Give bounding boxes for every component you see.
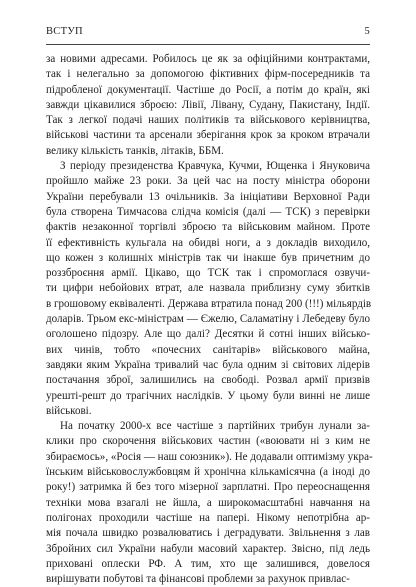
text-line: вирішувати побутові та фінансові проблеми за рахунок привлас-	[46, 573, 350, 586]
text-line: На початку 2000-х все частіше з партійних трибун лунали за-	[60, 420, 370, 433]
text-line: завжди цікавилися зброєю: Лівії, Лівану, Судану, Пакистану, Індії.	[46, 98, 370, 111]
paragraph	[46, 159, 370, 419]
text-line: Збройних сил України набули масовий характер. Звісно, під ледь	[46, 542, 370, 555]
text-line: урешті-решт до трагічних наслідків. У цьому були винні не лише	[46, 389, 370, 402]
text-line: військові частини та арсенали зберігання крок за кроком втрачали	[46, 129, 370, 142]
text-line: їнським військовослужбовцям й хронічна кількамісячна (а іноді до	[46, 466, 370, 479]
body-text	[46, 52, 373, 587]
text-line: підробленої документації. Частіше до Росії, а потім до країн, які	[46, 83, 370, 96]
running-header	[46, 26, 370, 37]
text-line: приховані оплески РФ. А тим, хто ще залишився, довелося	[46, 557, 370, 570]
text-line: фактів незаконної торгівлі зброєю та військовим майном. Проте	[46, 221, 370, 234]
page-number: 5	[364, 26, 370, 37]
text-line: оголошено підозру. Але що далі? Десятки й сотні інших військо-	[46, 328, 370, 341]
text-line: так і нелегально за допомогою фіктивних фірм-посередників та	[46, 68, 370, 81]
text-line: її ефективність кульгала на обидві ноги, а з докладів виходило,	[46, 236, 370, 249]
text-line: постачання зброї, залишились на свободі. Розвал армії призвів	[46, 374, 370, 387]
text-line: клики про скорочення військових частин («воювати ні з ким не	[46, 435, 370, 448]
text-line: З періоду президенства Кравчука, Кучми, Ющенка і Януковича	[60, 160, 370, 173]
text-line: велику кількість танків, літаків, ББМ.	[46, 144, 224, 157]
chapter-title: ВСТУП	[46, 26, 83, 37]
text-line: що кожен з колишніх міністрів так чи інакше був причетним до	[46, 251, 370, 264]
text-line: в грошовому еквіваленті. Держава втратила понад 200 (!!!) мільярдів	[46, 297, 372, 310]
text-line: року!) затримка й без того мізерної зарплатні. Про переоснащення	[46, 481, 370, 494]
text-line: Так з легкої подачі наших політиків та військового керівництва,	[46, 114, 370, 127]
header-rule	[46, 44, 370, 45]
text-line: військові.	[46, 404, 92, 417]
text-line: за новими адресами. Робилось це як за офіційними контрактами,	[46, 53, 370, 65]
text-line: доларів. Трьом екс-міністрам — Єжелю, Саламатіну і Лебедеву було	[46, 313, 370, 326]
paragraph	[46, 419, 373, 587]
paragraph	[46, 52, 370, 159]
text-line: техніки мова взагалі не йшла, а широкомасштабні навчання на	[46, 496, 370, 509]
text-line: роззброєння армії. Цікаво, що ТСК так і спромоглася озвучи-	[46, 267, 370, 280]
text-line: полігонах проходили частіше на папері. Нікому непотрібна ар-	[46, 511, 370, 524]
text-line: була створена Тимчасова слідча комісія (далі — ТСК) з перевірки	[46, 205, 370, 218]
text-line: мія почала швидко розвалюватись і деградувати. Звільнення з лав	[46, 527, 370, 540]
text-line: вих чинів, тобто «почесних санітарів» військового майна,	[46, 343, 370, 356]
text-line: збираємось», «Росія — наш союзник»). Не додавали оптимізму укра-	[46, 450, 373, 463]
text-line: завдяки яким Україна тривалий час була одним зі світових лідерів	[46, 358, 370, 371]
text-line: ти цифри небойових втрат, але назвала приблизну суму збитків	[46, 282, 370, 295]
text-line: пройшло майже 23 роки. За цей час на посту міністра оборони	[46, 175, 370, 188]
text-line: України перебували 13 очільників. За ініціативи Верховної Ради	[46, 190, 370, 203]
